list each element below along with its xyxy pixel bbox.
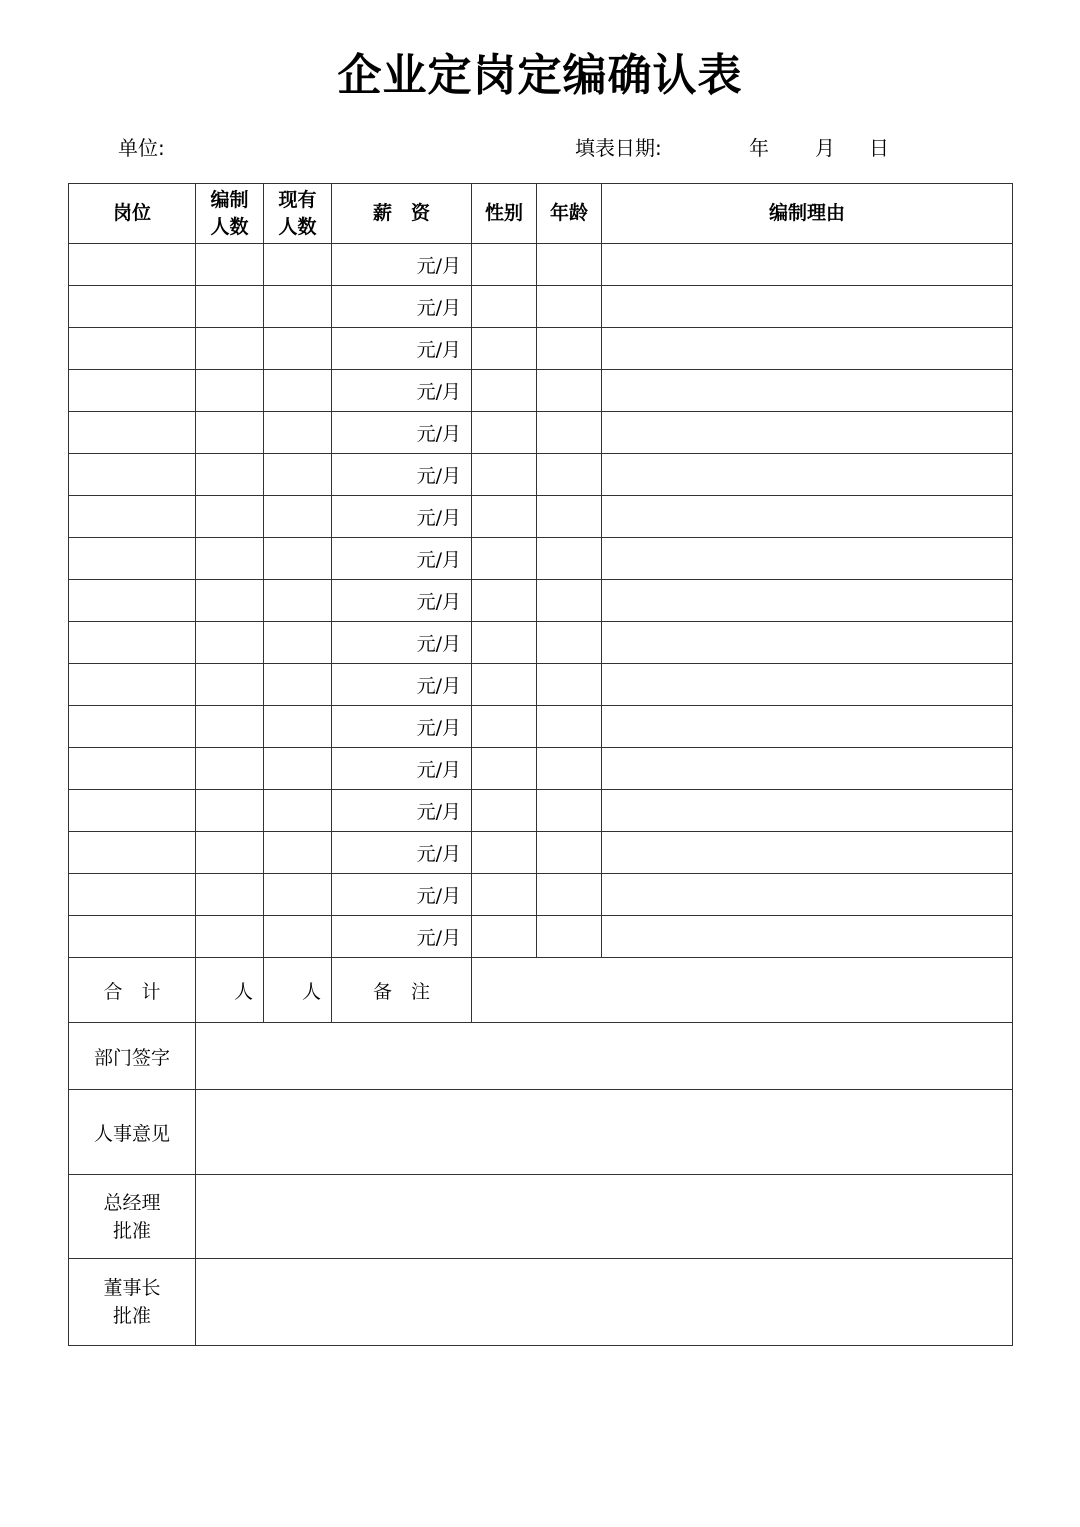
- age-cell[interactable]: [537, 622, 602, 664]
- planned-count-cell[interactable]: [196, 412, 264, 454]
- post-cell[interactable]: [69, 916, 196, 958]
- table-row: [69, 412, 1013, 454]
- post-cell[interactable]: [69, 874, 196, 916]
- planned-count-cell[interactable]: [196, 874, 264, 916]
- gender-cell[interactable]: [472, 370, 537, 412]
- planned-count-cell[interactable]: [196, 832, 264, 874]
- salary-unit-label: 元/月: [416, 549, 461, 571]
- table-row: [69, 454, 1013, 496]
- current-count-cell[interactable]: [264, 832, 332, 874]
- gm-label-line2: 批准: [112, 1219, 151, 1242]
- planned-count-cell[interactable]: [196, 748, 264, 790]
- gender-cell[interactable]: [472, 916, 537, 958]
- chair-label-line1: 董事长: [103, 1277, 161, 1299]
- gm-approval-label: [69, 1175, 196, 1259]
- reason-cell[interactable]: [602, 412, 1013, 454]
- salary-cell[interactable]: [332, 454, 472, 496]
- post-cell[interactable]: [69, 496, 196, 538]
- current-count-cell[interactable]: [264, 580, 332, 622]
- salary-cell[interactable]: [332, 874, 472, 916]
- current-count-cell[interactable]: [264, 622, 332, 664]
- staffing-form-table: [68, 183, 1013, 1346]
- current-count-cell[interactable]: [264, 790, 332, 832]
- table-row: [69, 496, 1013, 538]
- current-count-cell[interactable]: [264, 328, 332, 370]
- post-cell[interactable]: [69, 748, 196, 790]
- gender-cell[interactable]: [472, 496, 537, 538]
- gm-label-line1: 总经理: [103, 1191, 161, 1214]
- header-planned-line1: 编制: [210, 188, 249, 211]
- table-row: [69, 538, 1013, 580]
- reason-cell[interactable]: [602, 706, 1013, 748]
- age-cell[interactable]: [537, 664, 602, 706]
- age-cell[interactable]: [537, 832, 602, 874]
- post-cell[interactable]: [69, 328, 196, 370]
- reason-cell[interactable]: [602, 286, 1013, 328]
- age-cell[interactable]: [537, 454, 602, 496]
- table-row: [69, 286, 1013, 328]
- current-count-cell[interactable]: [264, 748, 332, 790]
- gm-approval-row: [69, 1175, 1013, 1259]
- date-label: 填表日期:: [575, 136, 662, 160]
- header-current-line2: 人数: [278, 215, 317, 238]
- age-cell[interactable]: [537, 790, 602, 832]
- reason-cell[interactable]: [602, 748, 1013, 790]
- age-cell[interactable]: [537, 538, 602, 580]
- salary-unit-label: 元/月: [416, 927, 461, 949]
- post-cell[interactable]: [69, 538, 196, 580]
- planned-count-cell[interactable]: [196, 706, 264, 748]
- gender-cell[interactable]: [472, 748, 537, 790]
- salary-unit-label: 元/月: [416, 717, 461, 739]
- reason-cell[interactable]: [602, 538, 1013, 580]
- gender-cell[interactable]: [472, 832, 537, 874]
- header-current-line1: 现有: [278, 188, 317, 211]
- month-label: 月: [815, 136, 835, 160]
- gm-approval-field[interactable]: [196, 1175, 1013, 1259]
- age-cell[interactable]: [537, 580, 602, 622]
- day-label: 日: [869, 136, 889, 160]
- gender-cell[interactable]: [472, 580, 537, 622]
- age-cell[interactable]: [537, 244, 602, 286]
- reason-cell[interactable]: [602, 664, 1013, 706]
- reason-cell[interactable]: [602, 496, 1013, 538]
- table-row: [69, 832, 1013, 874]
- salary-cell[interactable]: [332, 580, 472, 622]
- planned-count-cell[interactable]: [196, 790, 264, 832]
- salary-unit-label: 元/月: [416, 759, 461, 781]
- reason-cell[interactable]: [602, 454, 1013, 496]
- page-title: 企业定岗定编确认表: [337, 50, 743, 101]
- reason-cell[interactable]: [602, 622, 1013, 664]
- reason-cell[interactable]: [602, 370, 1013, 412]
- salary-unit-label: 元/月: [416, 801, 461, 823]
- reason-cell[interactable]: [602, 244, 1013, 286]
- hr-opinion-field[interactable]: [196, 1090, 1013, 1175]
- table-row: [69, 244, 1013, 286]
- post-cell[interactable]: [69, 706, 196, 748]
- salary-cell[interactable]: [332, 790, 472, 832]
- hr-opinion-row: [69, 1090, 1013, 1175]
- year-label: 年: [749, 136, 769, 160]
- table-row: [69, 874, 1013, 916]
- post-cell[interactable]: [69, 622, 196, 664]
- table-row: [69, 790, 1013, 832]
- chair-approval-label: [69, 1259, 196, 1346]
- current-count-cell[interactable]: [264, 370, 332, 412]
- gender-cell[interactable]: [472, 328, 537, 370]
- table-row: [69, 706, 1013, 748]
- table-row: [69, 580, 1013, 622]
- post-cell[interactable]: [69, 244, 196, 286]
- dept-sign-row: [69, 1023, 1013, 1090]
- table-row: [69, 328, 1013, 370]
- planned-count-cell[interactable]: [196, 244, 264, 286]
- planned-count-cell[interactable]: [196, 328, 264, 370]
- current-count-cell[interactable]: [264, 874, 332, 916]
- salary-unit-label: 元/月: [416, 339, 461, 361]
- post-cell[interactable]: [69, 664, 196, 706]
- header-gender: 性别: [472, 184, 537, 244]
- header-reason: 编制理由: [602, 184, 1013, 244]
- reason-cell[interactable]: [602, 832, 1013, 874]
- total-current-unit: 人: [264, 958, 332, 1023]
- salary-unit-label: 元/月: [416, 675, 461, 697]
- table-row: [69, 370, 1013, 412]
- salary-cell[interactable]: [332, 244, 472, 286]
- age-cell[interactable]: [537, 706, 602, 748]
- salary-cell[interactable]: [332, 286, 472, 328]
- salary-cell[interactable]: [332, 748, 472, 790]
- chair-label-line2: 批准: [112, 1305, 151, 1327]
- salary-unit-label: 元/月: [416, 507, 461, 529]
- gender-cell[interactable]: [472, 412, 537, 454]
- reason-cell[interactable]: [602, 580, 1013, 622]
- remark-field[interactable]: [472, 958, 1013, 1023]
- planned-count-cell[interactable]: [196, 370, 264, 412]
- gender-cell[interactable]: [472, 454, 537, 496]
- dept-sign-label: 部门签字: [69, 1023, 196, 1090]
- total-planned-unit: 人: [196, 958, 264, 1023]
- reason-cell[interactable]: [602, 790, 1013, 832]
- salary-cell[interactable]: [332, 916, 472, 958]
- reason-cell[interactable]: [602, 328, 1013, 370]
- salary-unit-label: 元/月: [416, 423, 461, 445]
- gender-cell[interactable]: [472, 622, 537, 664]
- planned-count-cell[interactable]: [196, 496, 264, 538]
- remark-label: 备 注: [332, 958, 472, 1023]
- age-cell[interactable]: [537, 748, 602, 790]
- header-row: [69, 184, 1013, 244]
- salary-cell[interactable]: [332, 622, 472, 664]
- current-count-cell[interactable]: [264, 664, 332, 706]
- unit-label: 单位:: [118, 136, 165, 160]
- gender-cell[interactable]: [472, 244, 537, 286]
- current-count-cell[interactable]: [264, 454, 332, 496]
- chair-approval-field[interactable]: [196, 1259, 1013, 1346]
- reason-cell[interactable]: [602, 874, 1013, 916]
- salary-cell[interactable]: [332, 496, 472, 538]
- planned-count-cell[interactable]: [196, 622, 264, 664]
- salary-cell[interactable]: [332, 706, 472, 748]
- age-cell[interactable]: [537, 496, 602, 538]
- age-cell[interactable]: [537, 412, 602, 454]
- total-row: [69, 958, 1013, 1023]
- salary-cell[interactable]: [332, 412, 472, 454]
- gender-cell[interactable]: [472, 538, 537, 580]
- salary-unit-label: 元/月: [416, 843, 461, 865]
- total-label: 合 计: [69, 958, 196, 1023]
- salary-unit-label: 元/月: [416, 885, 461, 907]
- dept-sign-field[interactable]: [196, 1023, 1013, 1090]
- post-cell[interactable]: [69, 454, 196, 496]
- gender-cell[interactable]: [472, 790, 537, 832]
- salary-unit-label: 元/月: [416, 255, 461, 277]
- gender-cell[interactable]: [472, 874, 537, 916]
- table-row: [69, 622, 1013, 664]
- planned-count-cell[interactable]: [196, 286, 264, 328]
- salary-cell[interactable]: [332, 328, 472, 370]
- header-age: 年龄: [537, 184, 602, 244]
- planned-count-cell[interactable]: [196, 916, 264, 958]
- current-count-cell[interactable]: [264, 538, 332, 580]
- post-cell[interactable]: [69, 370, 196, 412]
- header-planned-count: [196, 184, 264, 244]
- header-salary: 薪 资: [332, 184, 472, 244]
- current-count-cell[interactable]: [264, 412, 332, 454]
- post-cell[interactable]: [69, 790, 196, 832]
- header-planned-line2: 人数: [210, 215, 249, 238]
- post-cell[interactable]: [69, 580, 196, 622]
- salary-unit-label: 元/月: [416, 465, 461, 487]
- reason-cell[interactable]: [602, 916, 1013, 958]
- salary-unit-label: 元/月: [416, 633, 461, 655]
- age-cell[interactable]: [537, 874, 602, 916]
- salary-unit-label: 元/月: [416, 381, 461, 403]
- salary-unit-label: 元/月: [416, 297, 461, 319]
- post-cell[interactable]: [69, 286, 196, 328]
- current-count-cell[interactable]: [264, 706, 332, 748]
- table-row: [69, 664, 1013, 706]
- gender-cell[interactable]: [472, 664, 537, 706]
- planned-count-cell[interactable]: [196, 538, 264, 580]
- salary-cell[interactable]: [332, 832, 472, 874]
- post-cell[interactable]: [69, 832, 196, 874]
- table-row: [69, 916, 1013, 958]
- salary-cell[interactable]: [332, 370, 472, 412]
- header-current-count: [264, 184, 332, 244]
- planned-count-cell[interactable]: [196, 664, 264, 706]
- table-row: [69, 748, 1013, 790]
- planned-count-cell[interactable]: [196, 454, 264, 496]
- current-count-cell[interactable]: [264, 916, 332, 958]
- salary-cell[interactable]: [332, 664, 472, 706]
- chair-approval-row: [69, 1259, 1013, 1346]
- planned-count-cell[interactable]: [196, 580, 264, 622]
- header-post: 岗位: [69, 184, 196, 244]
- age-cell[interactable]: [537, 916, 602, 958]
- gender-cell[interactable]: [472, 706, 537, 748]
- age-cell[interactable]: [537, 328, 602, 370]
- hr-opinion-label: 人事意见: [69, 1090, 196, 1175]
- post-cell[interactable]: [69, 412, 196, 454]
- current-count-cell[interactable]: [264, 286, 332, 328]
- age-cell[interactable]: [537, 370, 602, 412]
- current-count-cell[interactable]: [264, 496, 332, 538]
- salary-cell[interactable]: [332, 538, 472, 580]
- current-count-cell[interactable]: [264, 244, 332, 286]
- salary-unit-label: 元/月: [416, 591, 461, 613]
- gender-cell[interactable]: [472, 286, 537, 328]
- age-cell[interactable]: [537, 286, 602, 328]
